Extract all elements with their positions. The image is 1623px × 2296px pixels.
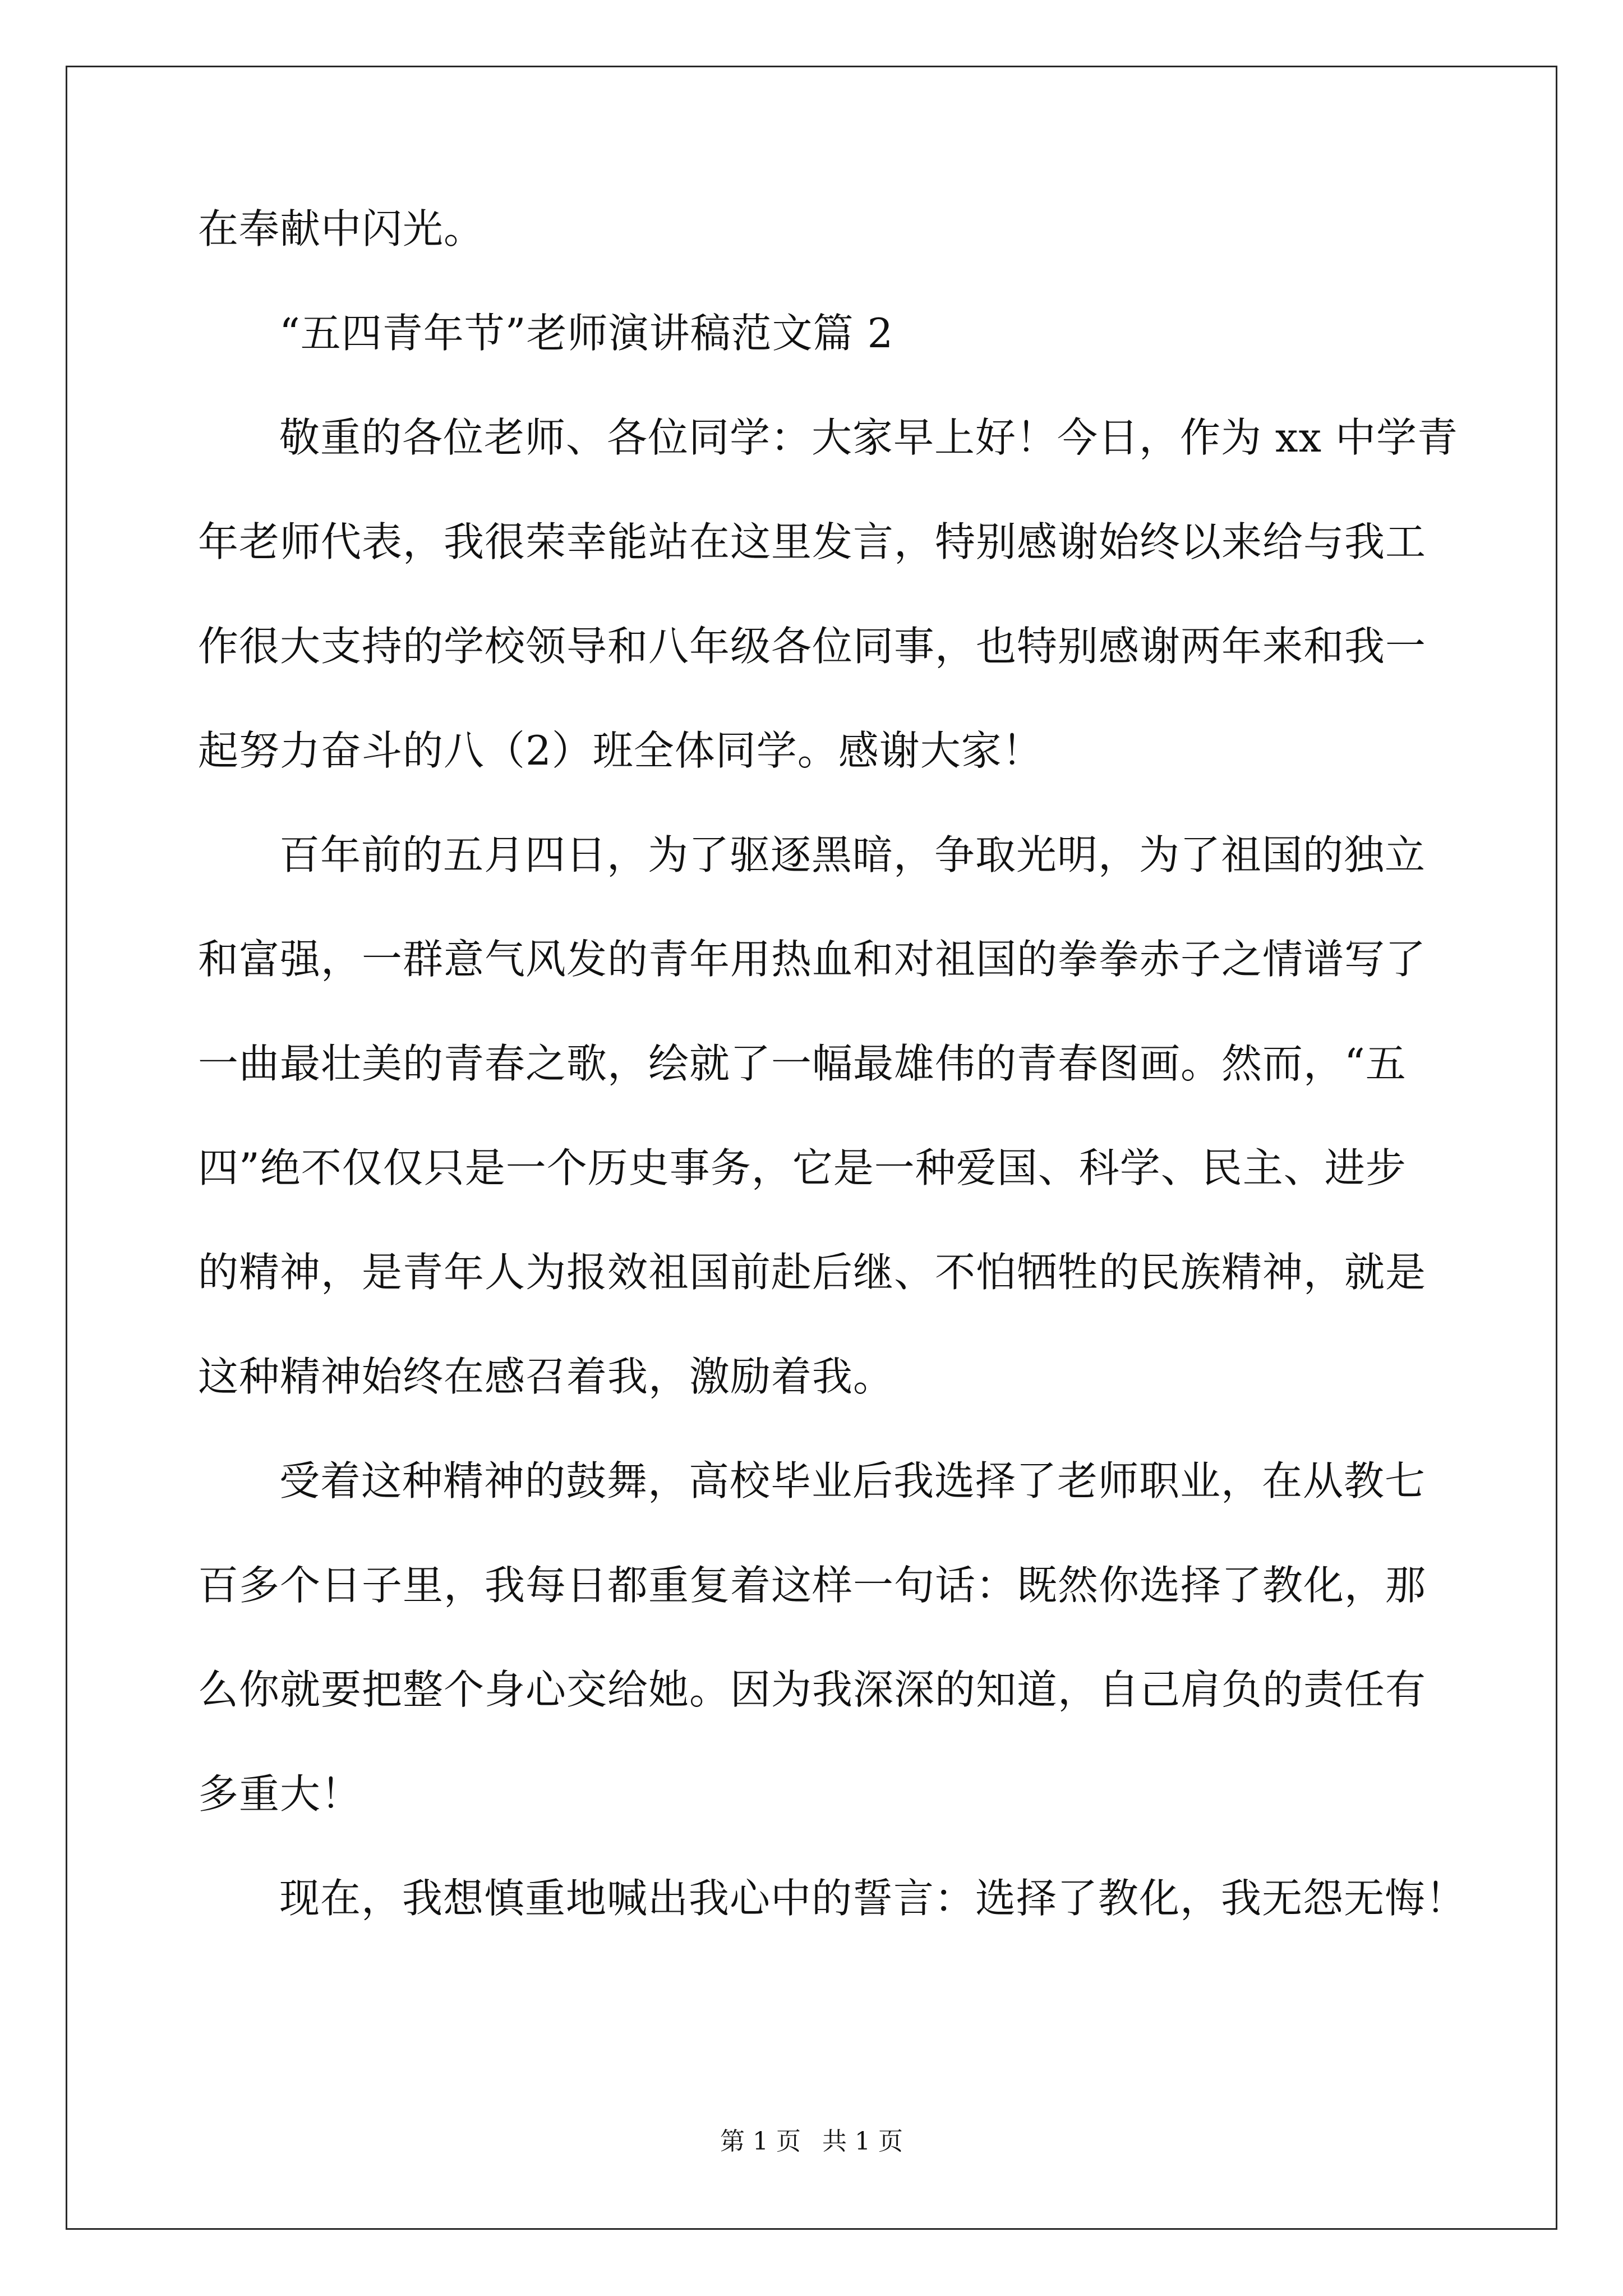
- body-line: 现在，我想慎重地喊出我心中的誓言：选择了教化，我无怨无悔！: [279, 1875, 1467, 1922]
- body-line: 敬重的各位老师、各位同学：大家早上好！今日，作为 xx 中学青: [279, 414, 1458, 461]
- body-line: 么你就要把整个身心交给她。因为我深深的知道，自己肩负的责任有: [198, 1666, 1427, 1713]
- page-number-total: 共 1 页: [822, 2127, 903, 2156]
- page-footer: [0, 2126, 1623, 2157]
- body-line: 起努力奋斗的八（2）班全体同学。感谢大家！: [198, 727, 1043, 774]
- body-line: 一曲最壮美的青春之歌，绘就了一幅最雄伟的青春图画。然而，“五: [198, 1040, 1407, 1087]
- body-line: 在奉献中闪光。: [198, 205, 485, 252]
- body-line: 作很大支持的学校领导和八年级各位同事，也特别感谢两年来和我一: [198, 623, 1427, 670]
- body-line: 年老师代表，我很荣幸能站在这里发言，特别感谢始终以来给与我工: [198, 518, 1427, 565]
- body-line: 百年前的五月四日，为了驱逐黑暗，争取光明，为了祖国的独立: [279, 831, 1426, 878]
- section-heading: “五四青年节”老师演讲稿范文篇 2: [279, 310, 894, 357]
- body-line: 百多个日子里，我每日都重复着这样一句话：既然你选择了教化，那: [198, 1562, 1427, 1609]
- body-line: 这种精神始终在感召着我，激励着我。: [198, 1353, 895, 1400]
- page-number-current: 第 1 页: [720, 2127, 801, 2156]
- body-line: 的精神，是青年人为报效祖国前赴后继、不怕牺牲的民族精神，就是: [198, 1249, 1427, 1296]
- body-line: 和富强，一群意气风发的青年用热血和对祖国的拳拳赤子之情谱写了: [198, 936, 1427, 983]
- body-line: 受着这种精神的鼓舞，高校毕业后我选择了老师职业，在从教七: [279, 1457, 1426, 1504]
- body-line: 四”绝不仅仅只是一个历史事务，它是一种爱国、科学、民主、进步: [198, 1144, 1407, 1191]
- body-line: 多重大！: [198, 1770, 362, 1818]
